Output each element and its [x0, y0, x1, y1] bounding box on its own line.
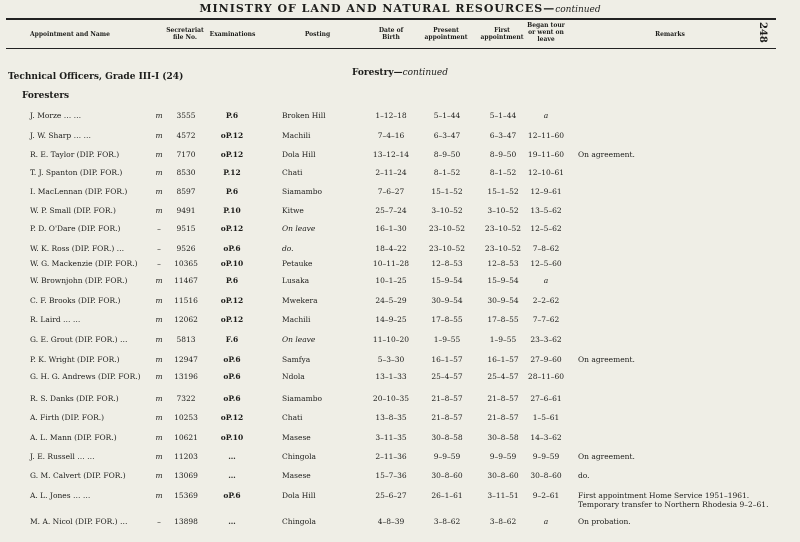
- cell-marital: m: [155, 394, 163, 403]
- cell-first: 15–1–52: [487, 187, 519, 196]
- cell-exam: F.6: [225, 335, 239, 344]
- cell-name: P. D. O'Dare (DIP. FOR.): [30, 224, 121, 233]
- col-header-present-line2: appointment: [424, 34, 468, 41]
- cell-dob: 13–12–14: [372, 150, 410, 159]
- cell-dob: 7–6–27: [377, 187, 405, 196]
- cell-file: 8597: [176, 187, 196, 196]
- cell-leader-dots: … …: [74, 452, 95, 461]
- cell-exam: oP.10: [220, 433, 244, 442]
- cell-first: 3–11–51: [487, 491, 519, 500]
- cell-marital: m: [155, 372, 163, 381]
- cell-tour: 27–9–60: [530, 355, 562, 364]
- cell-marital: m: [155, 491, 163, 500]
- cell-posting: Siamambo: [282, 394, 323, 403]
- table-row: [0, 394, 800, 408]
- table-row: [0, 111, 800, 125]
- cell-present: 23–10–52: [428, 244, 466, 253]
- cell-marital: m: [155, 131, 163, 140]
- cell-dob: 13–1–33: [375, 372, 407, 381]
- cell-name: A. L. Mann (DIP. FOR.): [30, 433, 117, 442]
- cell-name: J. W. Sharp … …: [30, 131, 91, 140]
- cell-exam: oP.12: [220, 413, 244, 422]
- cell-dob: 10–1–25: [375, 276, 407, 285]
- cell-name: R. S. Danks (DIP. FOR.): [30, 394, 119, 403]
- cell-present: 8–1–52: [433, 168, 461, 177]
- cell-name: A. L. Jones … …: [30, 491, 91, 500]
- cell-present: 21–8–57: [431, 394, 463, 403]
- col-header-file-line1: Secretariat: [166, 27, 204, 34]
- cell-marital: m: [155, 315, 163, 324]
- cell-marital: m: [155, 168, 163, 177]
- cell-posting: Chingola: [282, 517, 316, 526]
- cell-file: 11203: [174, 452, 198, 461]
- cell-file: 13196: [174, 372, 198, 381]
- cell-present: 9–9–59: [433, 452, 461, 461]
- cell-present: 15–9–54: [431, 276, 463, 285]
- cell-remarks: do.: [578, 471, 590, 480]
- col-header-dob-line2: Birth: [382, 34, 400, 41]
- cell-first: 30–8–60: [487, 471, 519, 480]
- table-row: [0, 491, 800, 509]
- cell-exam: …: [228, 452, 236, 461]
- cell-first: 5–1–44: [489, 111, 517, 120]
- cell-file: 4572: [176, 131, 196, 140]
- cell-remarks: First appointment Home Service 1951–1961. Temporary transfer to Northern Rhodesia 9–2–61.: [578, 491, 769, 509]
- table-row: [0, 131, 800, 145]
- col-header-exams: Examinations: [209, 31, 256, 38]
- cell-marital: –: [157, 259, 161, 268]
- cell-posting: Mwekera: [282, 296, 318, 305]
- table-row: [0, 452, 800, 466]
- col-header-present: [418, 27, 474, 41]
- cell-first: 25–4–57: [487, 372, 519, 381]
- section-suffix: continued: [402, 68, 448, 78]
- cell-tour: 9–9–59: [532, 452, 560, 461]
- cell-first: 30–9–54: [487, 296, 519, 305]
- cell-marital: –: [157, 244, 161, 253]
- page-number: 248: [757, 22, 768, 43]
- cell-present: 3–10–52: [431, 206, 463, 215]
- cell-dob: 2–11–36: [375, 452, 407, 461]
- cell-marital: m: [155, 413, 163, 422]
- cell-first: 9–9–59: [489, 452, 517, 461]
- cell-file: 5813: [176, 335, 196, 344]
- cell-marital: m: [155, 296, 163, 305]
- table-row: [0, 372, 800, 386]
- cell-name: W. Brownjohn (DIP. FOR.): [30, 276, 128, 285]
- cell-posting: Samfya: [282, 355, 311, 364]
- col-header-tour: [520, 22, 572, 43]
- table-row: [0, 259, 800, 273]
- cell-tour: 9–2–61: [532, 491, 560, 500]
- cell-tour: 7–8–62: [532, 244, 560, 253]
- cell-tour: a: [543, 517, 549, 526]
- cell-present: 15–1–52: [431, 187, 463, 196]
- cell-first: 17–8–55: [487, 315, 519, 324]
- cell-exam: oP.6: [223, 491, 241, 500]
- cell-tour: a: [543, 111, 549, 120]
- cell-name: G. E. Grout (DIP. FOR.) …: [30, 335, 128, 344]
- cell-posting: On leave: [282, 224, 316, 233]
- col-header-first-line1: First: [494, 27, 510, 34]
- cell-tour: 12–9–61: [530, 187, 562, 196]
- cell-dob: 14–9–25: [375, 315, 407, 324]
- col-header-posting: Posting: [304, 31, 331, 38]
- cell-first: 23–10–52: [484, 244, 522, 253]
- cell-marital: m: [155, 433, 163, 442]
- cell-dob: 3–11–35: [375, 433, 407, 442]
- cell-first: 23–10–52: [484, 224, 522, 233]
- cell-present: 30–8–60: [431, 471, 463, 480]
- cell-posting: On leave: [282, 335, 316, 344]
- cell-first: 21–8–57: [487, 413, 519, 422]
- cell-marital: m: [155, 452, 163, 461]
- cell-tour: 27–6–61: [530, 394, 562, 403]
- col-header-dob: [364, 27, 418, 41]
- col-header-present-line1: Present: [433, 27, 459, 34]
- cell-marital: m: [155, 335, 163, 344]
- cell-posting: Ndola: [282, 372, 305, 381]
- cell-name: W. G. Mackenzie (DIP. FOR.): [30, 259, 138, 268]
- cell-leader-dots: … …: [61, 111, 82, 120]
- cell-present: 6–3–47: [433, 131, 461, 140]
- cell-name: J. Morze … …: [30, 111, 82, 120]
- table-row: [0, 335, 800, 349]
- cell-name: J. E. Russell … …: [30, 452, 95, 461]
- cell-exam: P.6: [225, 187, 239, 196]
- section-name: Forestry: [351, 68, 394, 78]
- cell-first: 21–8–57: [487, 394, 519, 403]
- cell-file: 8530: [176, 168, 196, 177]
- cell-present: 25–4–57: [431, 372, 463, 381]
- cell-name: C. F. Brooks (DIP. FOR.): [30, 296, 121, 305]
- header-rule: [6, 48, 776, 49]
- cell-name: M. A. Nicol (DIP. FOR.) …: [30, 517, 128, 526]
- col-header-dob-line1: Date of: [378, 27, 404, 34]
- cell-dob: 16–1–30: [375, 224, 407, 233]
- cell-tour: 28–11–60: [527, 372, 565, 381]
- table-row: [0, 206, 800, 220]
- cell-posting: do.: [282, 244, 294, 253]
- cell-exam: oP.10: [220, 259, 244, 268]
- cell-tour: 2–2–62: [532, 296, 560, 305]
- cell-first: 8–9–50: [489, 150, 517, 159]
- col-header-tour-line1: Began tour: [527, 22, 565, 29]
- cell-exam: P.6: [225, 276, 239, 285]
- col-header-file: [160, 27, 210, 41]
- cell-name: A. Firth (DIP. FOR.): [30, 413, 105, 422]
- cell-name: W. P. Small (DIP. FOR.): [30, 206, 116, 215]
- table-row: [0, 471, 800, 485]
- title-suffix: continued: [555, 5, 601, 15]
- cell-tour: 19–11–60: [527, 150, 565, 159]
- cell-exam: oP.6: [223, 372, 241, 381]
- cell-present: 12–8–53: [431, 259, 463, 268]
- cell-file: 12062: [174, 315, 198, 324]
- cell-present: 21–8–57: [431, 413, 463, 422]
- cell-first: 15–9–54: [487, 276, 519, 285]
- cell-tour: 12–10–61: [527, 168, 565, 177]
- cell-posting: Machili: [282, 315, 311, 324]
- cell-posting: Lusaka: [282, 276, 310, 285]
- cell-dob: 5–3–30: [377, 355, 405, 364]
- top-rule: [6, 18, 776, 20]
- cell-dob: 4–8–39: [377, 517, 405, 526]
- table-row: [0, 244, 800, 258]
- cell-name: G. M. Calvert (DIP. FOR.): [30, 471, 126, 480]
- cell-first: 6–3–47: [489, 131, 517, 140]
- cell-dob: 2–11–24: [375, 168, 407, 177]
- cell-exam: P.12: [223, 168, 241, 177]
- table-row: [0, 315, 800, 329]
- table-row: [0, 413, 800, 427]
- cell-dob: 20–10–35: [372, 394, 410, 403]
- table-row: [0, 517, 800, 531]
- cell-remarks: On agreement.: [578, 452, 635, 461]
- cell-present: 30–9–54: [431, 296, 463, 305]
- cell-file: 11516: [174, 296, 198, 305]
- cell-exam: oP.12: [220, 296, 244, 305]
- cell-leader-dots: … …: [71, 131, 91, 140]
- table-row: [0, 187, 800, 201]
- cell-first: 30–8–58: [487, 433, 519, 442]
- cell-posting: Broken Hill: [282, 111, 326, 120]
- cell-tour: 12–5–60: [530, 259, 562, 268]
- cell-dob: 13–8–35: [375, 413, 407, 422]
- col-header-name: Appointment and Name: [30, 31, 110, 38]
- cell-first: 3–8–62: [489, 517, 517, 526]
- cell-exam: P.6: [225, 111, 239, 120]
- cell-present: 26–1–61: [431, 491, 463, 500]
- cell-present: 17–8–55: [431, 315, 463, 324]
- table-row: [0, 433, 800, 447]
- cell-present: 1–9–55: [433, 335, 461, 344]
- cell-name: W. K. Ross (DIP. FOR.) …: [30, 244, 125, 253]
- title-text: MINISTRY OF LAND AND NATURAL RESOURCES: [199, 2, 544, 15]
- cell-tour: 14–3–62: [530, 433, 562, 442]
- cell-dob: 11–10–20: [372, 335, 410, 344]
- table-row: [0, 224, 800, 238]
- cell-marital: m: [155, 276, 163, 285]
- cell-posting: Dola Hill: [282, 150, 316, 159]
- cell-posting: Siamambo: [282, 187, 323, 196]
- cell-file: 3555: [176, 111, 196, 120]
- table-row: [0, 355, 800, 369]
- cell-posting: Machili: [282, 131, 311, 140]
- cell-file: 9515: [176, 224, 196, 233]
- col-header-first-line2: appointment: [480, 34, 524, 41]
- cell-remarks: On probation.: [578, 517, 631, 526]
- cell-first: 8–1–52: [489, 168, 517, 177]
- cell-first: 1–9–55: [489, 335, 517, 344]
- cell-exam: oP.12: [220, 131, 244, 140]
- cell-first: 16–1–57: [487, 355, 519, 364]
- cell-tour: 1–5–61: [532, 413, 560, 422]
- cell-exam: oP.12: [220, 315, 244, 324]
- col-header-tour-line2: or went on: [528, 29, 564, 36]
- cell-marital: m: [155, 355, 163, 364]
- cell-marital: –: [157, 517, 161, 526]
- cell-file: 15369: [174, 491, 198, 500]
- cell-dob: 1–12–18: [375, 111, 407, 120]
- cell-present: 30–8–58: [431, 433, 463, 442]
- cell-exam: oP.6: [223, 394, 241, 403]
- table-row: [0, 296, 800, 310]
- subgroup-heading: Foresters: [22, 91, 70, 101]
- cell-dob: 18–4–22: [375, 244, 407, 253]
- cell-file: 13069: [174, 471, 198, 480]
- table-row: [0, 150, 800, 164]
- cell-tour: 12–11–60: [527, 131, 565, 140]
- cell-present: 5–1–44: [433, 111, 461, 120]
- cell-dob: 10–11–28: [372, 259, 410, 268]
- cell-file: 7170: [176, 150, 196, 159]
- page-title: MINISTRY OF LAND AND NATURAL RESOURCES—continued: [199, 2, 601, 15]
- cell-leader-dots: … …: [60, 315, 81, 324]
- cell-exam: oP.6: [223, 244, 241, 253]
- cell-remarks: On agreement.: [578, 355, 635, 364]
- cell-posting: Chingola: [282, 452, 316, 461]
- cell-exam: …: [228, 471, 236, 480]
- table-row: [0, 276, 800, 290]
- cell-file: 10365: [174, 259, 198, 268]
- col-header-tour-line3: leave: [537, 36, 555, 43]
- cell-name: T. J. Spanton (DIP. FOR.): [30, 168, 123, 177]
- cell-exam: …: [228, 517, 236, 526]
- grade-heading: Technical Officers, Grade III-I (24): [8, 72, 184, 82]
- cell-posting: Petauke: [282, 259, 313, 268]
- cell-dob: 24–5–29: [375, 296, 407, 305]
- cell-name: G. H. G. Andrews (DIP. FOR.): [30, 372, 141, 381]
- cell-file: 12947: [174, 355, 198, 364]
- cell-present: 23–10–52: [428, 224, 466, 233]
- cell-marital: m: [155, 111, 163, 120]
- cell-posting: Chati: [282, 413, 303, 422]
- cell-posting: Kitwe: [282, 206, 304, 215]
- cell-dob: 25–6–27: [375, 491, 407, 500]
- cell-marital: m: [155, 187, 163, 196]
- cell-name: R. Laird … …: [30, 315, 81, 324]
- cell-remarks: On agreement.: [578, 150, 635, 159]
- cell-posting: Chati: [282, 168, 303, 177]
- cell-present: 8–9–50: [433, 150, 461, 159]
- cell-file: 9491: [176, 206, 196, 215]
- cell-file: 7322: [176, 394, 196, 403]
- cell-exam: oP.12: [220, 150, 244, 159]
- cell-exam: oP.12: [220, 224, 244, 233]
- cell-tour: a: [543, 276, 549, 285]
- cell-leader-dots: … …: [70, 491, 91, 500]
- cell-tour: 30–8–60: [530, 471, 562, 480]
- cell-tour: 13–5–62: [530, 206, 562, 215]
- cell-dob: 15–7–36: [375, 471, 407, 480]
- table-row: [0, 168, 800, 182]
- cell-present: 16–1–57: [431, 355, 463, 364]
- cell-exam: P.10: [223, 206, 241, 215]
- cell-marital: m: [155, 471, 163, 480]
- cell-tour: 12–5–62: [530, 224, 562, 233]
- cell-dob: 7–4–16: [377, 131, 405, 140]
- cell-present: 3–8–62: [433, 517, 461, 526]
- cell-tour: 23–3–62: [530, 335, 562, 344]
- section-heading: Forestry—continued: [351, 68, 448, 78]
- cell-first: 3–10–52: [487, 206, 519, 215]
- cell-tour: 7–7–62: [532, 315, 560, 324]
- col-header-file-line2: file No.: [172, 34, 198, 41]
- cell-file: 11467: [174, 276, 198, 285]
- cell-exam: oP.6: [223, 355, 241, 364]
- cell-name: I. MacLennan (DIP. FOR.): [30, 187, 128, 196]
- cell-posting: Dola Hill: [282, 491, 316, 500]
- cell-file: 13898: [174, 517, 198, 526]
- cell-name: P. K. Wright (DIP. FOR.): [30, 355, 120, 364]
- cell-file: 10253: [174, 413, 198, 422]
- cell-first: 12–8–53: [487, 259, 519, 268]
- cell-posting: Masese: [282, 433, 311, 442]
- col-header-remarks: Remarks: [655, 31, 685, 38]
- cell-posting: Masese: [282, 471, 311, 480]
- cell-marital: m: [155, 206, 163, 215]
- cell-name: R. E. Taylor (DIP. FOR.): [30, 150, 120, 159]
- cell-marital: –: [157, 224, 161, 233]
- cell-dob: 25–7–24: [375, 206, 407, 215]
- cell-marital: m: [155, 150, 163, 159]
- cell-file: 9526: [176, 244, 196, 253]
- cell-file: 10621: [174, 433, 198, 442]
